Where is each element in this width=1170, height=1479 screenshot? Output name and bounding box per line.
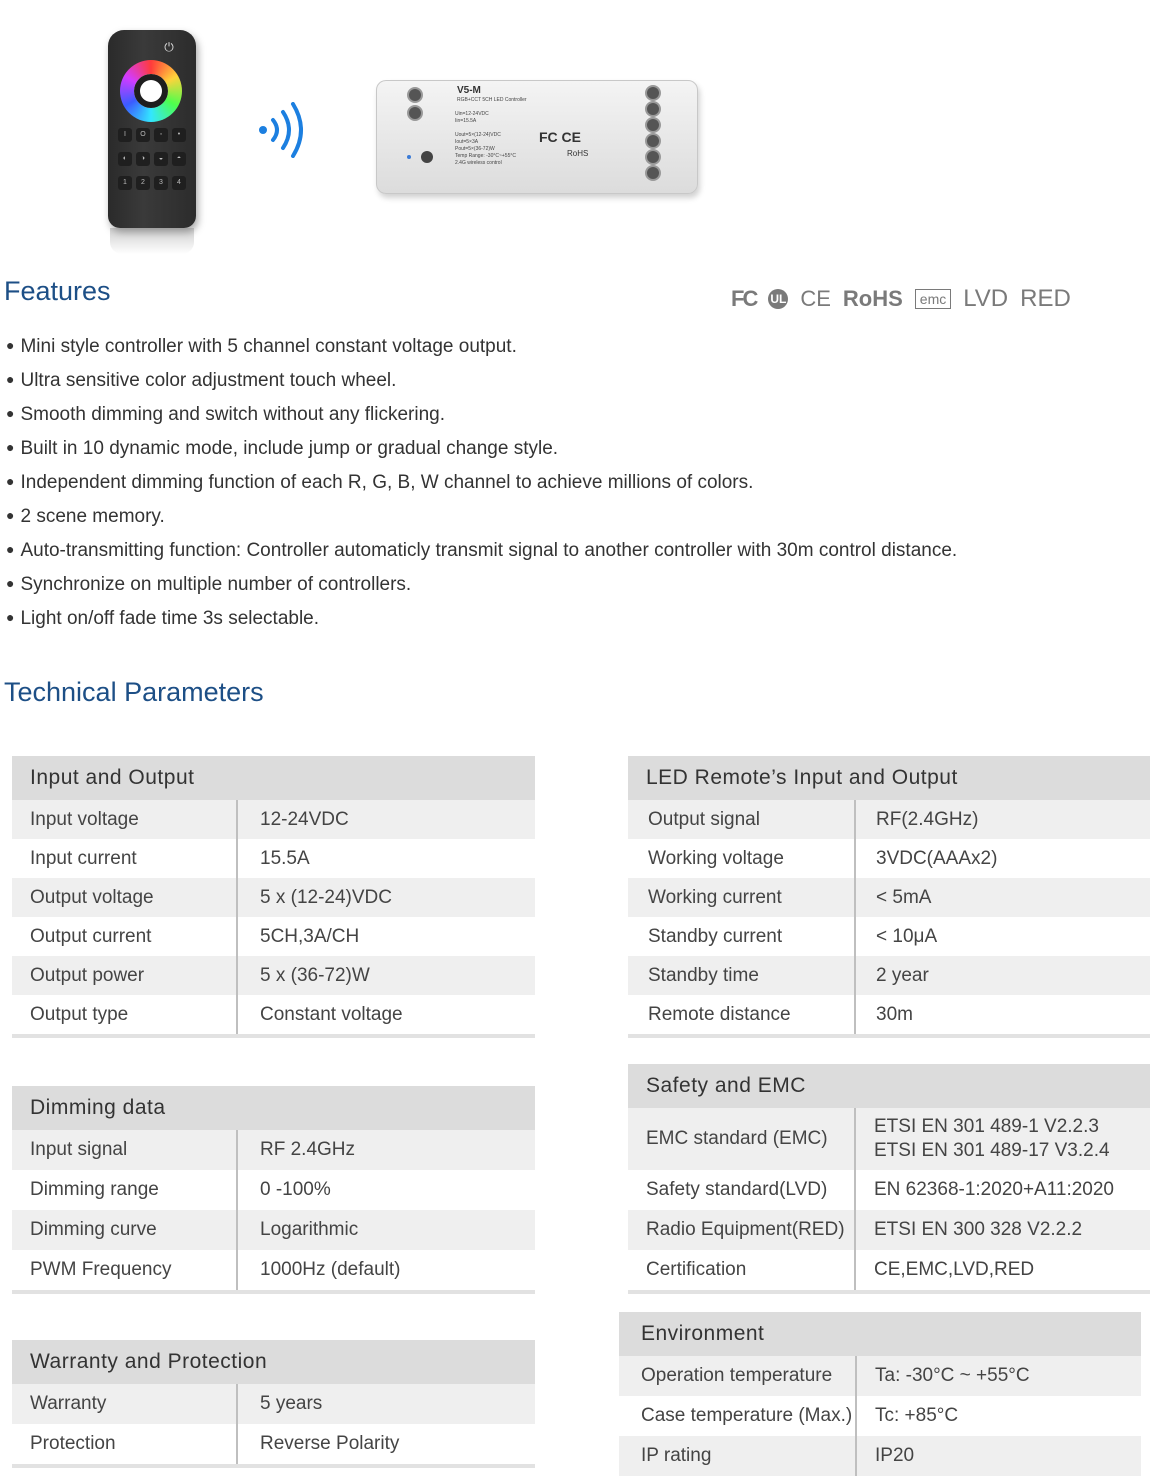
param-name: Working current: [648, 886, 782, 908]
table-row: [628, 800, 1150, 839]
ce-logo: CE: [800, 286, 831, 311]
table-row: [628, 995, 1150, 1034]
param-value: Constant voltage: [236, 995, 535, 1034]
list-item: ● 2 scene memory.: [6, 500, 957, 534]
param-value: Tc: +85°C: [855, 1396, 1141, 1436]
param-value: Logarithmic: [236, 1210, 535, 1250]
terminal-icon: [645, 117, 661, 133]
param-name: Input signal: [30, 1139, 128, 1160]
param-value: 0 -100%: [236, 1170, 535, 1210]
controller-model-label: V5-M: [457, 85, 481, 96]
param-value: 1000Hz (default): [236, 1250, 535, 1290]
param-name: Operation temperature: [641, 1365, 833, 1386]
table-title: Dimming data: [12, 1086, 535, 1130]
param-name: Dimming curve: [30, 1219, 157, 1240]
warranty-protection-table: [12, 1340, 535, 1468]
lvd-logo: LVD: [963, 285, 1009, 312]
emc-logo: emc: [915, 289, 951, 309]
list-item: ● Mini style controller with 5 channel constant voltage output.: [6, 330, 957, 364]
param-value: < 10μA: [854, 917, 1150, 956]
remote-keypad: I O ◦ • ◐ ◑ ◒ ◓ 1 2 3 4: [118, 128, 186, 190]
ul-logo: UL: [768, 289, 788, 309]
table-row: [12, 995, 535, 1034]
remote-control-image: [108, 30, 196, 228]
table-row: [12, 1170, 535, 1210]
param-value: 5CH,3A/CH: [236, 917, 535, 956]
environment-table: [619, 1312, 1141, 1476]
dimming-data-table: [12, 1086, 535, 1294]
table-row: [12, 1250, 535, 1290]
list-item: ● Independent dimming function of each R, G, B, W channel to achieve millions of colors.: [6, 466, 957, 500]
table-divider: [628, 1290, 1150, 1294]
table-row: [628, 1170, 1150, 1210]
param-value: 30m: [854, 995, 1150, 1034]
power-icon: ⏻: [164, 40, 174, 54]
table-divider: [628, 1034, 1150, 1038]
table-row: [12, 1210, 535, 1250]
param-name: Protection: [30, 1433, 116, 1454]
run-led-icon: [407, 155, 411, 159]
param-name: Remote distance: [648, 1003, 791, 1025]
param-value: < 5mA: [854, 878, 1150, 917]
terminal-icon: [645, 85, 661, 101]
table-divider: [12, 1290, 535, 1294]
param-value: CE,EMC,LVD,RED: [854, 1250, 1150, 1290]
param-name: Output signal: [648, 808, 760, 830]
param-name: Input voltage: [30, 808, 139, 830]
controller-image: [376, 80, 698, 194]
table-divider: [12, 1034, 535, 1038]
emc-standard-line: ETSI EN 301 489-1 V2.2.3: [874, 1116, 1099, 1137]
param-name: Working voltage: [648, 847, 784, 869]
table-row: [628, 839, 1150, 878]
param-value: 2 year: [854, 956, 1150, 995]
param-value: 5 x (12-24)VDC: [236, 878, 535, 917]
param-name: Case temperature (Max.): [641, 1405, 853, 1426]
table-row: [628, 1250, 1150, 1290]
param-value: Reverse Polarity: [236, 1424, 535, 1464]
table-row: [12, 878, 535, 917]
table-title: Warranty and Protection: [12, 1340, 535, 1384]
param-value: EN 62368-1:2020+A11:2020: [854, 1170, 1150, 1210]
terminal-icon: [645, 149, 661, 165]
param-name: EMC standard (EMC): [646, 1128, 828, 1149]
table-row: [12, 956, 535, 995]
param-name: Warranty: [30, 1393, 107, 1414]
table-row: [12, 800, 535, 839]
table-row: [12, 1130, 535, 1170]
param-name: Input current: [30, 847, 137, 869]
param-value: Ta: -30°C ~ +55°C: [855, 1356, 1141, 1396]
table-row: [12, 839, 535, 878]
controller-cert-marks: FC CE: [539, 129, 581, 145]
table-row: [628, 878, 1150, 917]
table-divider: [12, 1464, 535, 1468]
table-row: [12, 1424, 535, 1464]
table-row: [12, 1384, 535, 1424]
param-name: Radio Equipment(RED): [646, 1219, 845, 1240]
wireless-signal-icon: [255, 102, 315, 158]
param-value: 12-24VDC: [236, 800, 535, 839]
table-row: [628, 956, 1150, 995]
input-output-table: [12, 756, 535, 1038]
table-row: [619, 1356, 1141, 1396]
param-value: 15.5A: [236, 839, 535, 878]
terminal-icon: [645, 101, 661, 117]
tech-params-title: Technical Parameters: [4, 677, 264, 707]
param-value: 5 years: [236, 1384, 535, 1424]
color-wheel-icon: [120, 60, 182, 122]
table-title: Input and Output: [12, 756, 535, 800]
fc-logo: FC: [731, 286, 757, 311]
list-item: ● Auto-transmitting function: Controller automaticly transmit signal to another controller with 30m control distance.: [6, 534, 957, 568]
certification-logos: [731, 284, 1121, 314]
list-item: ● Built in 10 dynamic mode, include jump or gradual change style.: [6, 432, 957, 466]
table-row: [619, 1396, 1141, 1436]
table-row: [619, 1436, 1141, 1476]
list-item: ● Synchronize on multiple number of controllers.: [6, 568, 957, 602]
controller-spec-label: Uin=12-24VDC Iin=15.5A Uout=5×(12-24)VDC Iout=5×3A Pout=5×(36-72)W Temp Range: -30°C~+55°C 2.4G wireless control: [455, 111, 516, 166]
param-name: Dimming range: [30, 1179, 159, 1200]
param-name: Safety standard(LVD): [646, 1179, 828, 1200]
table-row: [628, 1210, 1150, 1250]
param-name: IP rating: [641, 1445, 712, 1466]
remote-reflection: [110, 228, 194, 254]
features-list: [6, 330, 957, 636]
rohs-logo: RoHS: [842, 286, 903, 311]
param-name: Output voltage: [30, 886, 154, 908]
param-value: 5 x (36-72)W: [236, 956, 535, 995]
emc-standard-line: ETSI EN 301 489-17 V3.2.4: [874, 1140, 1110, 1161]
controller-rohs-mark: RoHS: [567, 149, 589, 158]
list-item: ● Light on/off fade time 3s selectable.: [6, 602, 957, 636]
param-value: RF(2.4GHz): [854, 800, 1150, 839]
list-item: ● Smooth dimming and switch without any flickering.: [6, 398, 957, 432]
table-row: [628, 917, 1150, 956]
table-title: Safety and EMC: [628, 1064, 1150, 1108]
param-value: 3VDC(AAAx2): [854, 839, 1150, 878]
param-name: PWM Frequency: [30, 1259, 172, 1280]
features-title: Features: [4, 276, 111, 306]
table-title: Environment: [619, 1312, 1141, 1356]
param-value: [854, 1108, 1150, 1170]
param-name: Output current: [30, 925, 152, 947]
param-name: Output type: [30, 1003, 129, 1025]
controller-subtitle: RGB+CCT 5CH LED Controller: [457, 97, 527, 103]
table-row: [628, 1108, 1150, 1170]
param-value: ETSI EN 300 328 V2.2.2: [854, 1210, 1150, 1250]
param-value: IP20: [855, 1436, 1141, 1476]
param-name: Output power: [30, 964, 145, 986]
red-logo: RED: [1020, 285, 1071, 312]
table-row: [12, 917, 535, 956]
param-name: Certification: [646, 1259, 747, 1280]
terminal-icon: [645, 133, 661, 149]
list-item: ● Ultra sensitive color adjustment touch wheel.: [6, 364, 957, 398]
param-name: Standby current: [648, 925, 783, 947]
table-title: LED Remote’s Input and Output: [628, 756, 1150, 800]
terminal-icon: [407, 87, 423, 103]
terminal-icon: [645, 165, 661, 181]
safety-emc-table: [628, 1064, 1150, 1294]
param-name: Standby time: [648, 964, 759, 986]
param-value: RF 2.4GHz: [236, 1130, 535, 1170]
terminal-icon: [407, 105, 423, 121]
match-button-icon: [421, 151, 433, 163]
remote-io-table: [628, 756, 1150, 1038]
